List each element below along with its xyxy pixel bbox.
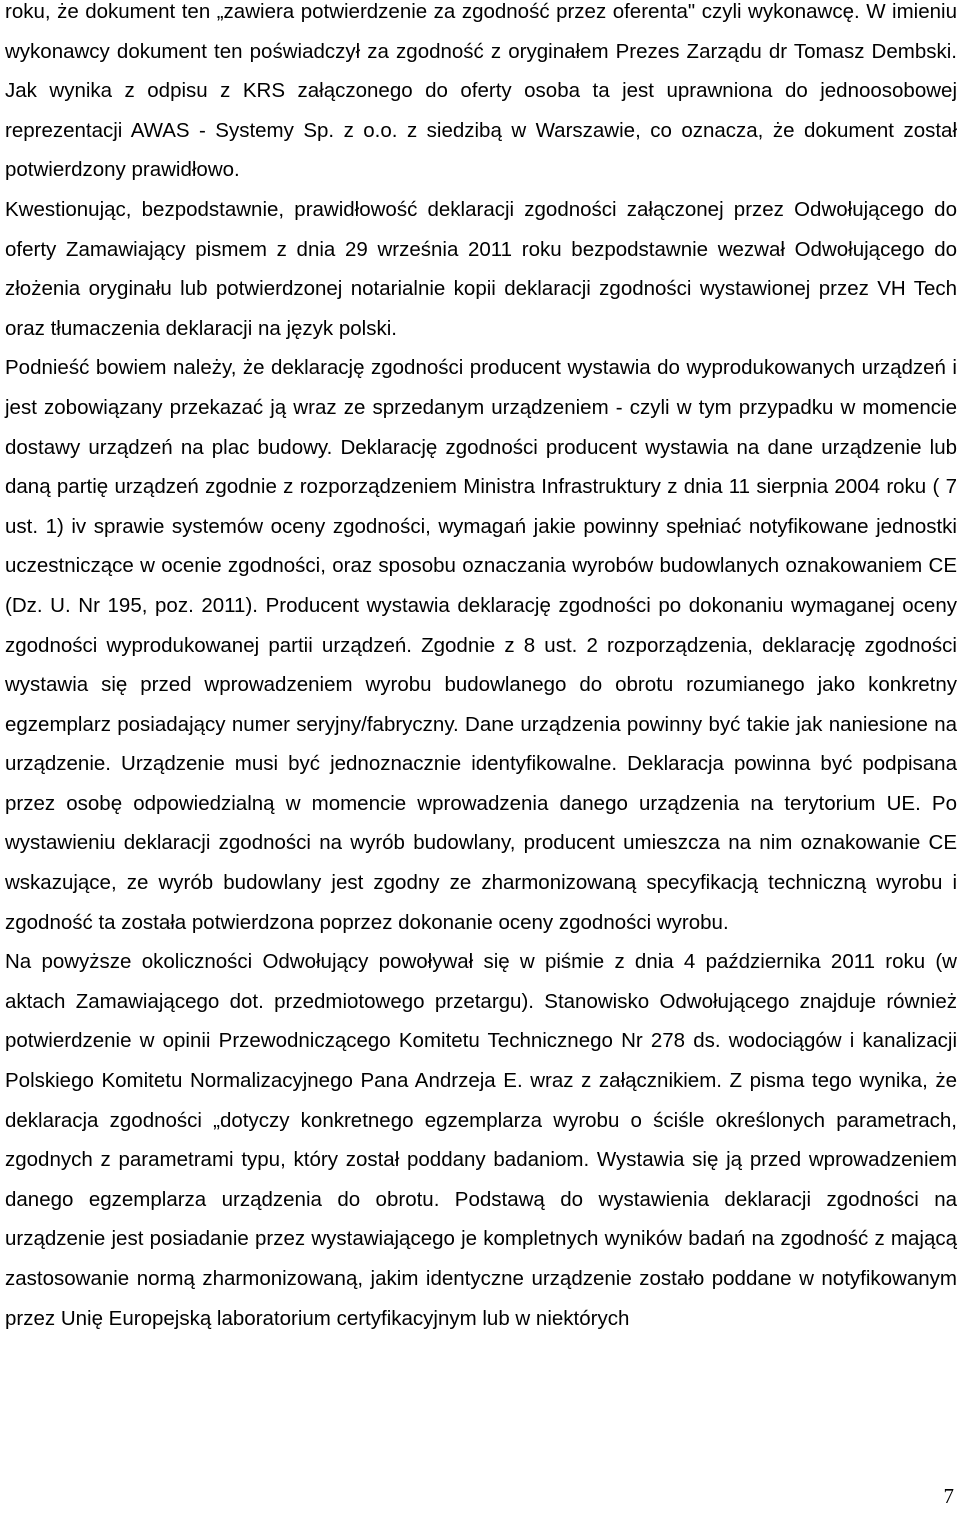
paragraph-contracting-authority-request: Kwestionując, bezpodstawnie, prawidłowość deklaracji zgodności załączonej przez Odwołującego do oferty Zamawiający pismem z dnia 29 września 2011 roku bezpodstawnie wezwał Odwołującego do złożenia oryginału lub potwierdzonej notarialnie kopii deklaracji zgodności wystawionej przez VH Tech oraz tłumaczenia deklaracji na język polski. xyxy=(5,197,957,340)
document-body xyxy=(5,0,957,1338)
paragraph-krs-verification: roku, że dokument ten „zawiera potwierdzenie za zgodność przez oferenta" czyli wykonawcę. W imieniu wykonawcy dokument ten poświadczył za zgodność z oryginałem Prezes Zarządu dr Tomasz Dembski. Jak wynika z odpisu z KRS załączonego do oferty osoba ta jest uprawniona do jednoosobowej reprezentacji AWAS - Systemy Sp. z o.o. z siedzibą w Warszawie, co oznacza, że dokument został potwierdzony prawidłowo. xyxy=(5,0,957,182)
paragraph-declaration-of-conformity: Podnieść bowiem należy, że deklarację zgodności producent wystawia do wyprodukowanych urządzeń i jest zobowiązany przekazać ją wraz ze sprzedanym urządzeniem - czyli w tym przypadku w momencie dostawy urządzeń na plac budowy. Deklarację zgodności producent wystawia na dane urządzenie lub daną partię urządzeń zgodnie z rozporządzeniem Ministra Infrastruktury z dnia 11 sierpnia 2004 roku ( 7 ust. 1) iv sprawie systemów oceny zgodności, wymagań jakie powinny spełniać notyfikowane jednostki uczestniczące w ocenie zgodności, oraz sposobu oznaczania wyrobów budowlanych oznakowaniem CE (Dz. U. Nr 195, poz. 2011). Producent wystawia deklarację zgodności po dokonaniu wymaganej oceny zgodności wyprodukowanej partii urządzeń. Zgodnie z 8 ust. 2 rozporządzenia, deklarację zgodności wystawia się przed wprowadzeniem wyrobu budowlanego do obrotu rozumianego jako konkretny egzemplarz posiadający numer seryjny/fabryczny. Dane urządzenia powinny być takie jak naniesione na urządzenie. Urządzenie musi być jednoznacznie identyfikowalne. Deklaracja powinna być podpisana przez osobę odpowiedzialną w momencie wprowadzenia danego urządzenia na terytorium UE. Po wystawieniu deklaracji zgodności na wyrób budowlany, producent umieszcza na nim oznakowanie CE wskazujące, ze wyrób budowlany jest zgodny ze zharmonizowaną specyfikacją techniczną wyrobu i zgodność ta została potwierdzona poprzez dokonanie oceny zgodności wyrobu. xyxy=(5,356,957,934)
paragraph-expert-opinion: Na powyższe okoliczności Odwołujący powoływał się w piśmie z dnia 4 października 2011 roku (w aktach Zamawiającego dot. przedmiotowego przetargu). Stanowisko Odwołującego znajduje również potwierdzenie w opinii Przewodniczącego Komitetu Technicznego Nr 278 ds. wodociągów i kanalizacji Polskiego Komitetu Normalizacyjnego Pana Andrzeja E. wraz z załącznikiem. Z pisma tego wynika, że deklaracja zgodności „dotyczy konkretnego egzemplarza wyrobu o ściśle określonych parametrach, zgodnych z parametrami typu, który został poddany badaniom. Wystawia się ją przed wprowadzeniem danego egzemplarza urządzenia do obrotu. Podstawą do wystawienia deklaracji zgodności na urządzenie jest posiadanie przez wystawiającego je kompletnych wyników badań na zgodność z mającą zastosowanie normą zharmonizowaną, jakim identyczne urządzenie zostało poddane w notyfikowanym przez Unię Europejską laboratorium certyfikacyjnym lub w niektórych xyxy=(5,950,957,1330)
page-number: 7 xyxy=(943,1484,954,1508)
